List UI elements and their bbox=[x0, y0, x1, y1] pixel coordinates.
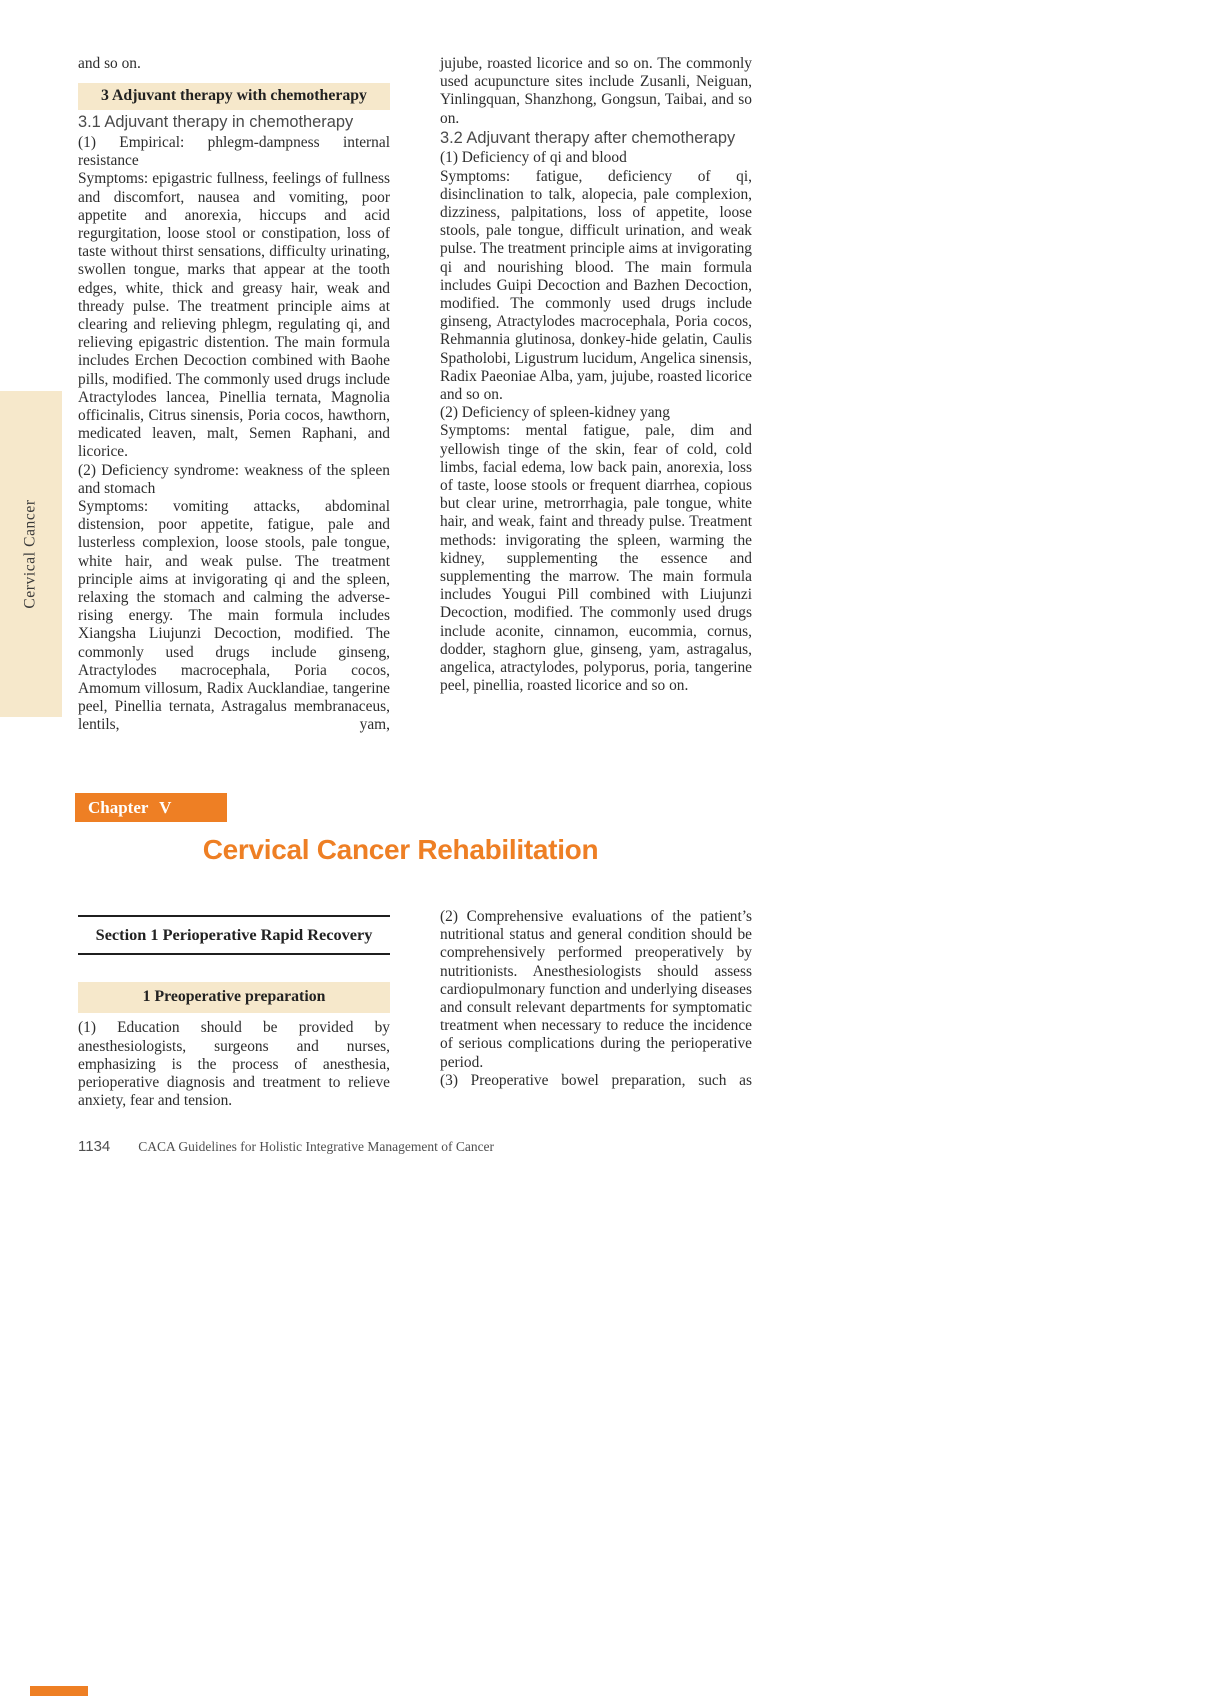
page-corner-marker bbox=[30, 1686, 88, 1696]
paragraph: (2) Comprehensive evaluations of the patient’s nutritional status and general condition should be comprehensively performed preoperatively by nutritionists. Anesthesiologists should assess cardiopulmonary function and underlying diseases and consult relevant departments for symptomatic treatment when necessary to reduce the incidence of serious complications during the perioperative period. bbox=[440, 908, 752, 1071]
boxed-section-heading: 3 Adjuvant therapy with chemotherapy bbox=[78, 83, 390, 110]
top-left-column bbox=[78, 55, 390, 735]
sidebar-label: Cervical Cancer bbox=[22, 499, 40, 609]
paragraph: (1) Empirical: phlegm-dampness internal resistance bbox=[78, 133, 390, 170]
paragraph: (1) Deficiency of qi and blood bbox=[440, 149, 627, 167]
subsection-heading: 3.2 Adjuvant therapy after chemotherapy bbox=[440, 128, 736, 147]
book-title: CACA Guidelines for Holistic Integrative Management of Cancer bbox=[138, 1139, 495, 1154]
subsection-heading: 3.1 Adjuvant therapy in chemotherapy bbox=[78, 113, 354, 132]
page-footer bbox=[78, 1138, 494, 1156]
paragraph: (3) Preoperative bowel preparation, such as bbox=[440, 1071, 752, 1089]
page-number: 1134 bbox=[78, 1138, 111, 1155]
section-left-column bbox=[78, 915, 390, 1110]
paragraph: and so on. bbox=[78, 55, 141, 72]
paragraph: Symptoms: fatigue, deficiency of qi, disinclination to talk, alopecia, pale complexion, dizziness, palpitations, loss of appetite, loose stools, pale tongue, difficult urination, and weak pulse. The treatment principle aims at invigorating qi and nourishing blood. The main formula includes Guipi Decoction and Bazhen Decoction, modified. The commonly used drugs include ginseng, Atractylodes macrocephala, Poria cocos, Rehmannia glutinosa, donkey-hide gelatin, Caulis Spatholobi, Ligustrum lucidum, Angelica sinensis, Radix Paeoniae Alba, yam, jujube, roasted licorice and so on. bbox=[440, 167, 752, 403]
paragraph: Symptoms: epigastric fullness, feelings of fullness and discomfort, nausea and vomiting, poor appetite and anorexia, hiccups and acid regurgitation, loose stool or constipation, loss of taste without thirst sensations, difficulty urinating, swollen tongue, marks that appear at the tooth edges, white, thick and greasy hair, weak and thready pulse. The treatment principle aims at clearing and relieving phlegm, regulating qi, and relieving epigastric distention. The main formula includes Erchen Decoction combined with Baohe pills, modified. The commonly used drugs include Atractylodes lancea, Pinellia ternata, Magnolia officinalis, Citrus sinensis, Poria cocos, hawthorn, medicated leaven, malt, Semen Raphani, and licorice. bbox=[78, 170, 390, 461]
paragraph: Symptoms: vomiting attacks, abdominal distension, poor appetite, fatigue, pale and lusterless complexion, loose stools, pale tongue, white hair, and weak pulse. The treatment principle aims at invigorating qi and the spleen, relaxing the stomach and calming the adverse-rising energy. The main formula includes Xiangsha Liujunzi Decoction, modified. The commonly used drugs include ginseng, Atractylodes macrocephala, Poria cocos, Amomum villosum, Radix Aucklandiae, tangerine peel, Pinellia ternata, Astragalus membranaceus, lentils, yam, bbox=[78, 497, 390, 734]
section-right-column bbox=[440, 908, 752, 1090]
paragraph: Symptoms: mental fatigue, pale, dim and yellowish tinge of the skin, fear of cold, cold limbs, facial edema, low back pain, anorexia, loss of taste, loose stools or frequent diarrhea, copious but clear urine, metrorrhagia, pale tongue, white hair, and weak, faint and thready pulse. Treatment methods: invigorating the spleen, warming the kidney, supplementing the essence and supplementing the marrow. The main formula includes Yougui Pill combined with Liujunzi Decoction, modified. The commonly used drugs include aconite, cinnamon, eucommia, cornus, dodder, staghorn glue, ginseng, yam, astragalus, angelica, atractylodes, polyporus, poria, tangerine peel, pinellia, roasted licorice and so on. bbox=[440, 422, 752, 695]
paragraph: jujube, roasted licorice and so on. The commonly used acupuncture sites include Zusanli, Neiguan, Yinlingquan, Shanzhong, Gongsun, Taibai, and so on. bbox=[440, 55, 752, 127]
paragraph: (1) Education should be provided by anesthesiologists, surgeons and nurses, emphasizing is the process of anesthesia, perioperative diagnosis and treatment to relieve anxiety, fear and tension. bbox=[78, 1019, 390, 1110]
top-right-column bbox=[440, 55, 752, 695]
section-heading: Section 1 Perioperative Rapid Recovery bbox=[78, 915, 390, 955]
chapter-banner: Chapter V bbox=[75, 793, 227, 822]
boxed-subsection-heading: 1 Preoperative preparation bbox=[78, 982, 390, 1013]
paragraph: (2) Deficiency of spleen-kidney yang bbox=[440, 404, 670, 422]
sidebar-tab bbox=[0, 391, 62, 717]
paragraph: (2) Deficiency syndrome: weakness of the spleen and stomach bbox=[78, 461, 390, 497]
chapter-title: Cervical Cancer Rehabilitation bbox=[202, 834, 599, 865]
